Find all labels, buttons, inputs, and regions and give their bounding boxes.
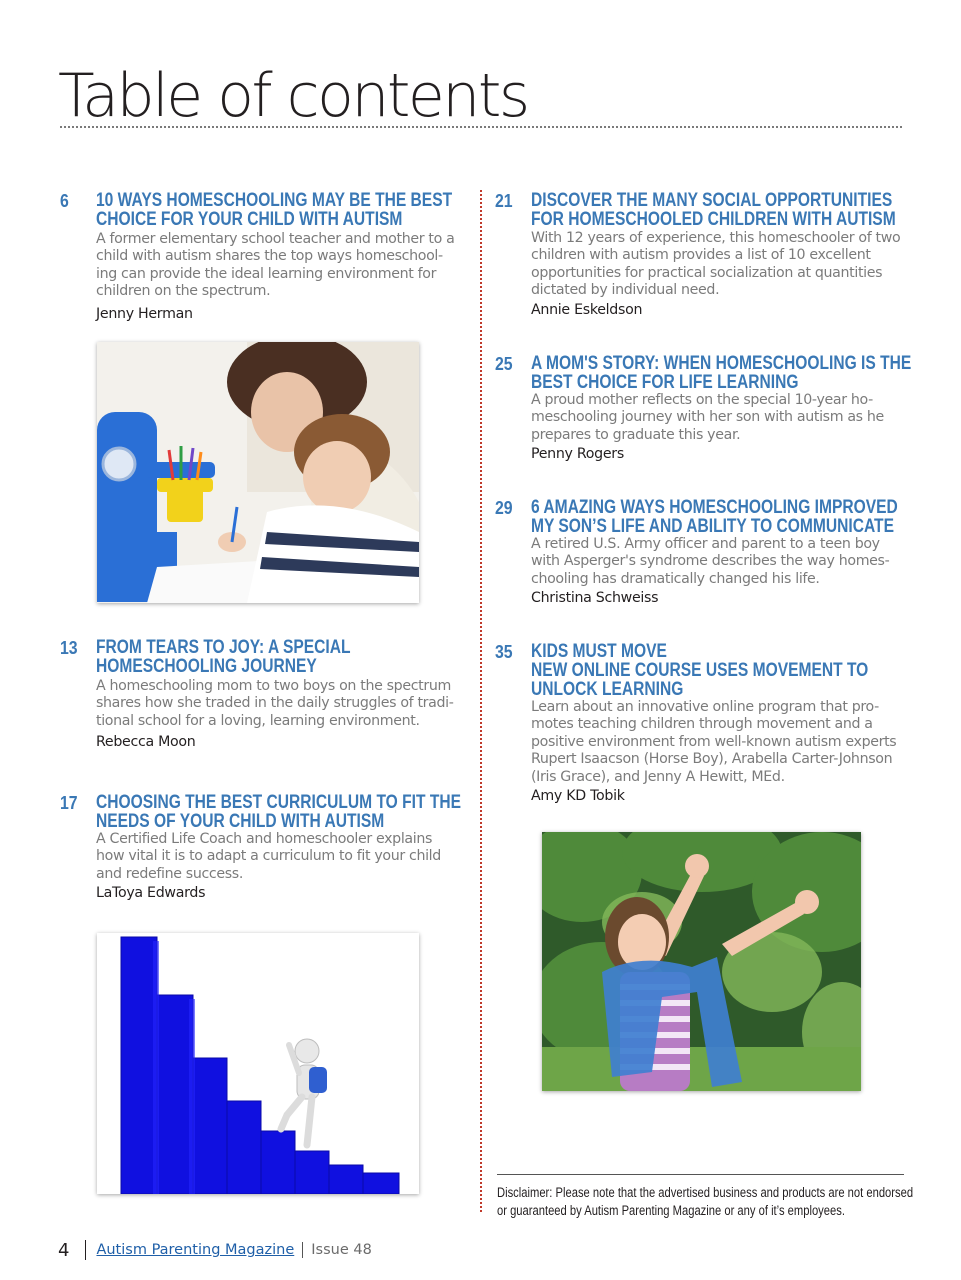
footer-page-number: 4 [58,1239,70,1261]
entry-title[interactable]: A MOM'S STORY: WHEN HOMESCHOOLING IS THE BEST CHOICE FOR LIFE LEARNING [531,353,912,393]
magazine-link[interactable]: Autism Parenting Magazine [96,1242,295,1258]
entry-author: Amy KD Tobik [531,788,625,804]
entry-description: A former elementary school teacher and mother to a child with autism shares the top ways homeschool- ing can provide the ideal learning environment for children on the spectrum. [96,231,455,300]
entry-page-number: 21 [495,191,513,211]
toc-entry-13[interactable] [60,638,470,753]
entry-author: LaToya Edwards [96,885,206,901]
entry-author: Rebecca Moon [96,734,196,750]
disclaimer-rule [497,1174,904,1175]
footer-separator [302,1242,303,1258]
entry-page-number: 6 [60,191,69,211]
entry-description: A proud mother reflects on the special 10-year ho- meschooling journey with her son with autism as he prepares to graduate this year. [531,392,884,443]
descending-bars-illustration [97,933,419,1194]
entry-title[interactable]: FROM TEARS TO JOY: A SPECIAL HOMESCHOOLING JOURNEY [96,637,351,677]
girl-raised-arms-photo [542,832,861,1091]
column-divider [480,190,482,1212]
footer-separator [85,1240,86,1260]
entry-page-number: 25 [495,354,513,374]
page-footer [58,1238,372,1262]
entry-page-number: 35 [495,642,513,662]
entry-page-number: 17 [60,793,78,813]
toc-entry-35[interactable] [495,642,905,812]
mother-and-son-photo [97,342,419,603]
entry-author: Christina Schweiss [531,590,659,606]
toc-entry-6[interactable] [60,191,470,326]
entry-title[interactable]: 6 AMAZING WAYS HOMESCHOOLING IMPROVED MY SON’S LIFE AND ABILITY TO COMMUNICATE [531,497,898,537]
entry-author: Annie Eskeldson [531,302,643,318]
toc-entry-21[interactable] [495,191,905,321]
entry-author: Jenny Herman [96,306,193,322]
toc-entry-25[interactable] [495,353,912,466]
entry-author: Penny Rogers [531,446,624,462]
entry-description: A homeschooling mom to two boys on the spectrum shares how she traded in the daily struggles of tradi- tional school for a loving, learning environment. [96,678,454,729]
entry-description: A Certified Life Coach and homeschooler explains how vital it is to adapt a curriculum to fit your child and redefine success. [96,831,441,882]
entry-page-number: 29 [495,498,513,518]
entry-description: A retired U.S. Army officer and parent to a teen boy with Asperger's syndrome describes the way homes- chooling has dramatically changed his life. [531,536,890,587]
entry-title[interactable]: DISCOVER THE MANY SOCIAL OPPORTUNITIES FOR HOMESCHOOLED CHILDREN WITH AUTISM [531,190,896,230]
entry-page-number: 13 [60,638,78,658]
entry-title[interactable]: KIDS MUST MOVE NEW ONLINE COURSE USES MOVEMENT TO UNLOCK LEARNING [531,641,869,700]
toc-entry-29[interactable] [495,498,905,610]
entry-title[interactable]: 10 WAYS HOMESCHOOLING MAY BE THE BEST CHOICE FOR YOUR CHILD WITH AUTISM [96,190,453,230]
disclaimer-text: Disclaimer: Please note that the advertised business and products are not endorsed or guaranteed by Autism Parenting Magazine or any of it’s employees. [497,1185,914,1218]
entry-description: With 12 years of experience, this homeschooler of two children with autism provides a list of 10 excellent opportunities for practical socialization at quantities dictated by individual need. [531,230,901,299]
issue-label: Issue 48 [311,1242,372,1258]
toc-entry-17[interactable] [60,793,470,905]
entry-description: Learn about an innovative online program that pro- motes teaching children through movement and a positive environment from well-known autism experts Rupert Isaacson (Horse Boy), Arabella Carter-Johnson (Iris Grace), and Jenny A Hewitt, MEd. [531,699,897,785]
entry-title[interactable]: CHOOSING THE BEST CURRICULUM TO FIT THE NEEDS OF YOUR CHILD WITH AUTISM [96,792,461,832]
page-title: Table of contents [58,61,528,131]
title-dotted-rule [60,126,902,128]
